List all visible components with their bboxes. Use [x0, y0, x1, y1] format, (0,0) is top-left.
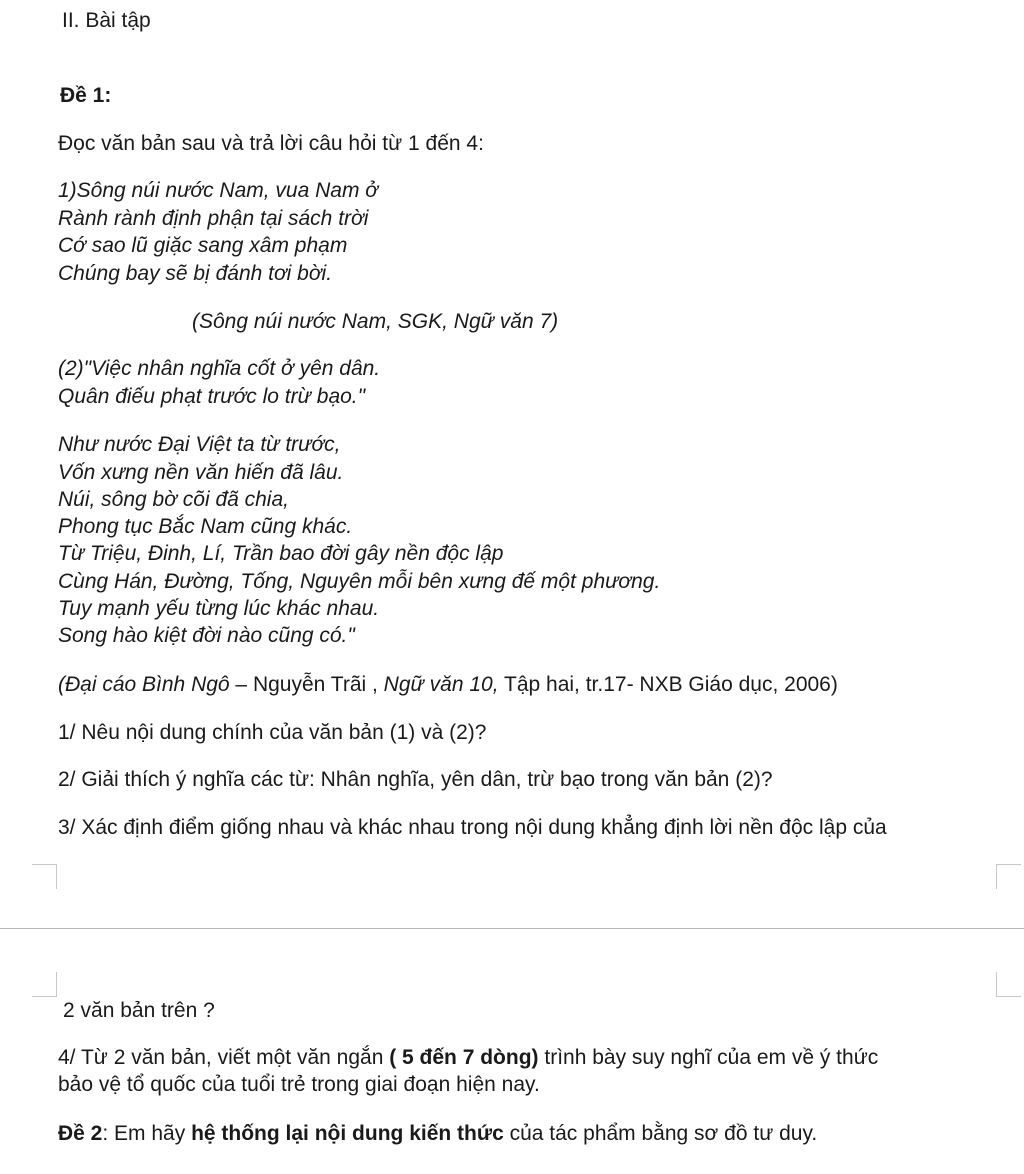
- de1-heading: Đề 1:: [60, 84, 112, 107]
- poem-1-line: Rành rành định phận tại sách trời: [58, 207, 369, 230]
- source-title: (Đại cáo Bình Ngô: [58, 673, 230, 696]
- poem-1-source: (Sông núi nước Nam, SGK, Ngữ văn 7): [192, 310, 559, 333]
- source-details: Tập hai, tr.17- NXB Giáo dục, 2006): [498, 673, 838, 696]
- de2-label: Đề 2: [58, 1122, 103, 1145]
- question-3: 3/ Xác định điểm giống nhau và khác nhau trong nội dung khẳng định lời nền độc lập của: [58, 816, 887, 839]
- page-corner-mark: [996, 972, 1021, 997]
- poem-1-line: Cớ sao lũ giặc sang xâm phạm: [58, 234, 348, 257]
- section-title: II. Bài tập: [62, 9, 151, 32]
- text-2-source: [58, 672, 838, 698]
- q4-bold: ( 5 đến 7 dòng): [389, 1046, 539, 1069]
- de2-prefix: : Em hãy: [102, 1122, 192, 1145]
- page-corner-mark: [32, 972, 57, 997]
- de2-suffix: của tác phẩm bằng sơ đồ tư duy.: [503, 1122, 818, 1145]
- text-2-line: Song hào kiệt đời nào cũng có.": [58, 624, 355, 647]
- instruction-text: Đọc văn bản sau và trả lời câu hỏi từ 1 đến 4:: [58, 132, 484, 155]
- poem-1-line: 1)Sông núi nước Nam, vua Nam ở: [58, 179, 378, 202]
- question-2: 2/ Giải thích ý nghĩa các từ: Nhân nghĩa, yên dân, trừ bạo trong văn bản (2)?: [58, 768, 773, 791]
- text-2-line: Quân điếu phạt trước lo trừ bạo.": [58, 385, 366, 408]
- text-2-line: Tuy mạnh yếu từng lúc khác nhau.: [58, 597, 380, 620]
- de2-bold: hệ thống lại nội dung kiến thức: [191, 1122, 504, 1145]
- page-corner-mark: [996, 864, 1021, 889]
- de2-paragraph: [58, 1121, 817, 1147]
- question-1: 1/ Nêu nội dung chính của văn bản (1) và (2)?: [58, 721, 487, 744]
- text-2-line: Từ Triệu, Đinh, Lí, Trần bao đời gây nền độc lập: [58, 542, 504, 565]
- q4-prefix: 4/ Từ 2 văn bản, viết một văn ngắn: [58, 1046, 390, 1069]
- text-2-line: Như nước Đại Việt ta từ trước,: [58, 433, 341, 456]
- poem-1-line: Chúng bay sẽ bị đánh tơi bời.: [58, 262, 333, 285]
- q4-suffix: trình bày suy nghĩ của em về ý thức: [538, 1046, 879, 1069]
- text-2-line: Vốn xưng nền văn hiến đã lâu.: [58, 461, 344, 484]
- question-3-continued: 2 văn bản trên ?: [63, 999, 215, 1022]
- text-2-line: (2)"Việc nhân nghĩa cốt ở yên dân.: [58, 357, 381, 380]
- text-2-line: Phong tục Bắc Nam cũng khác.: [58, 515, 353, 538]
- page-corner-mark: [32, 864, 57, 889]
- text-2-line: Cùng Hán, Đường, Tống, Nguyên mỗi bên xưng đế một phương.: [58, 570, 661, 593]
- question-4-line-2: bảo vệ tổ quốc của tuổi trẻ trong giai đoạn hiện nay.: [58, 1073, 540, 1096]
- text-2-line: Núi, sông bờ cõi đã chia,: [58, 488, 289, 511]
- source-author: – Nguyễn Trãi ,: [229, 673, 384, 696]
- source-book: Ngữ văn 10,: [383, 673, 499, 696]
- page-break-divider: [0, 928, 1024, 929]
- question-4: [58, 1045, 878, 1071]
